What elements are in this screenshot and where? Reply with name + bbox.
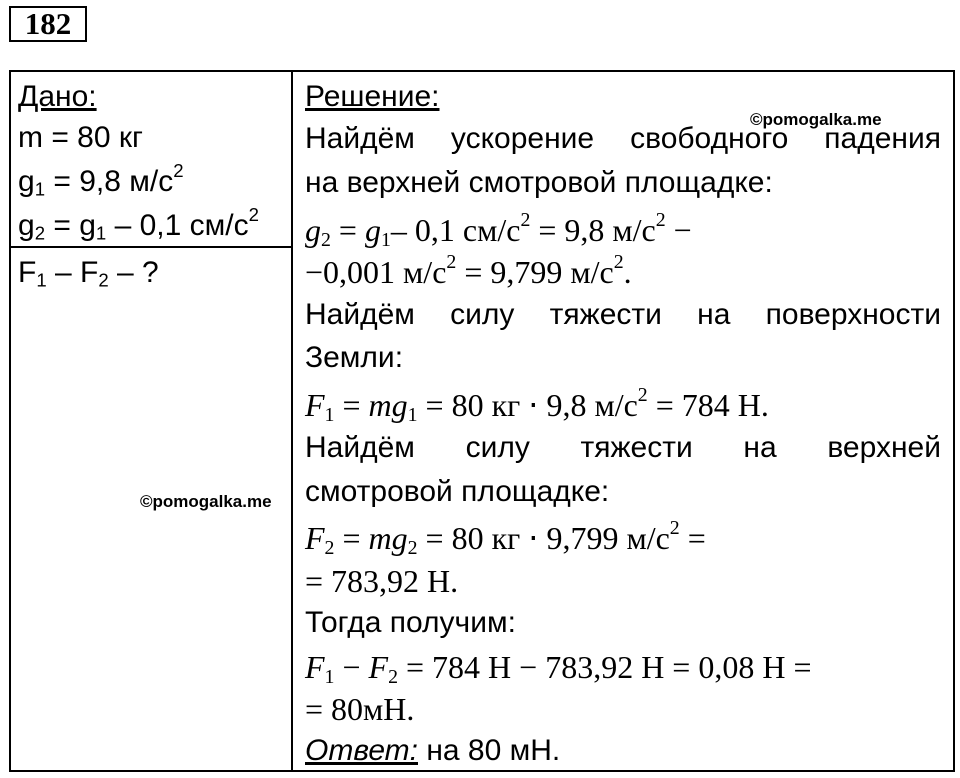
- answer-value: на 80 мН.: [418, 734, 561, 767]
- solution-line-3: Найдём силу тяжести на поверхности: [305, 298, 941, 331]
- problem-number: 182: [9, 6, 87, 42]
- given-divider: [9, 246, 293, 248]
- equation-difference: $F_1 - F_2 = 784$ Н − 783,92 Н = 0,08 Н =: [305, 649, 812, 688]
- answer-label: Ответ:: [305, 734, 418, 767]
- find-quantity: $F_1 - F_2$ – ?: [18, 256, 159, 291]
- watermark-left: ©pomogalka.me: [140, 492, 272, 511]
- watermark-right: ©pomogalka.me: [750, 110, 882, 129]
- solution-line-4: Земли:: [305, 341, 404, 374]
- solution-heading: Решение:: [305, 80, 440, 113]
- given-heading: Дано:: [18, 80, 97, 113]
- equation-g2-cont: −0,001 $м/с^2 = 9,799$ $м/с^2$.: [305, 251, 632, 290]
- equation-f1: $F_1 = mg_1 = 80$ кг ⋅ 9,8 $м/с^2 = 784$ Н.: [305, 384, 769, 426]
- equation-f2: $F_2 = mg_2 = 80$ кг ⋅ 9,799 $м/с^2$ =: [305, 517, 706, 559]
- solution-line-7: Тогда получим:: [305, 606, 516, 639]
- answer-line: [305, 731, 560, 771]
- column-divider: [291, 70, 293, 772]
- given-g1: $g_1 = 9,8$ $м/с^2$: [18, 160, 184, 200]
- equation-difference-cont: = 80мН.: [305, 691, 415, 727]
- given-g2: $g_2 = g_1 - 0,1$ $см/с^2$: [18, 204, 259, 244]
- solution-line-2: на верхней смотровой площадке:: [305, 166, 773, 199]
- given-mass: m = 80 кг: [18, 121, 143, 154]
- equation-f2-cont: = 783,92 Н.: [305, 563, 459, 599]
- solution-line-6: смотровой площадке:: [305, 475, 610, 508]
- equation-g2: $g_2 = g_1-$ 0,1 $см/с^2 = 9,8$ $м/с^2$ −: [305, 209, 692, 251]
- solution-line-5: Найдём силу тяжести на верхней: [305, 431, 941, 464]
- solution-line-1: Найдём ускорение свободного падения: [305, 122, 941, 155]
